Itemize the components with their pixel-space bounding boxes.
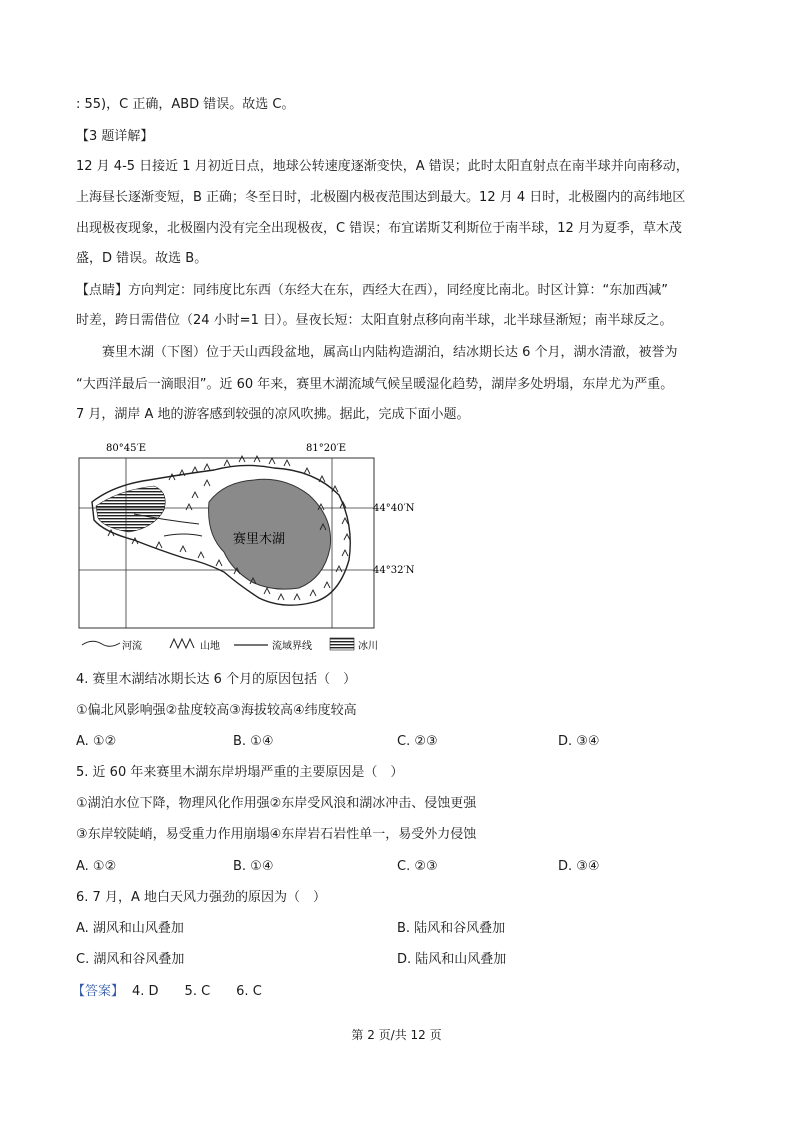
sayram-lake-map (74, 440, 424, 655)
q4-option-d: D. ③④ (558, 734, 600, 749)
q4-option-c: C. ②③ (397, 734, 438, 749)
q6-option-d: D. 陆风和山风叠加 (397, 952, 507, 967)
lat-bottom-label: 44°32′N (373, 565, 415, 576)
q6-option-a: A. 湖风和山风叠加 (76, 921, 184, 936)
legend-boundary-label: 流域界线 (272, 641, 312, 652)
q6-stem: 6. 7 月，A 地白天风力强劲的原因为（ ） (76, 890, 326, 905)
page-footer: 第 2 页/共 12 页 (351, 1028, 442, 1042)
line-1: : 55)，C 正确，ABD 错误。故选 C。 (76, 97, 295, 112)
q6-option-c: C. 湖风和谷风叠加 (76, 952, 185, 967)
q5-option-c: C. ②③ (397, 859, 438, 874)
lake-label: 赛里木湖 (233, 532, 286, 547)
answer-tag: 【答案】 (72, 984, 125, 999)
q4-option-a: A. ①② (76, 734, 117, 749)
q5-option-b: B. ①④ (233, 859, 274, 874)
section-tag-q3: 【3 题详解】 (76, 129, 154, 144)
legend-glacier-label: 冰川 (358, 641, 378, 652)
line-5: 出现极夜现象，北极圈内没有完全出现极夜，C 错误；布宜诺斯艾利斯位于南半球，12 月为夏季，草木茂 (76, 221, 682, 236)
line-8: 时差，跨日需借位（24 小时=1 日）。昼夜长短：太阳直射点移向南半球，北半球昼渐短；南半球反之。 (76, 313, 673, 328)
line-10: “大西洋最后一滴眼泪”。近 60 年来，赛里木湖流域气候呈暖湿化趋势，湖岸多处坍塌，东岸尤为严重。 (76, 377, 674, 392)
line-6: 盛，D 错误。故选 B。 (76, 251, 208, 266)
q4-stem: 4. 赛里木湖结冰期长达 6 个月的原因包括（ ） (76, 672, 357, 687)
q5-item-1: ①湖泊水位下降，物理风化作用强②东岸受风浪和湖冰冲击、侵蚀更强 (76, 796, 477, 811)
legend-river-symbol (82, 641, 120, 646)
lon-right-label: 81°20′E (306, 443, 347, 454)
legend-river-label: 河流 (122, 641, 142, 652)
lon-left-label: 80°45′E (106, 443, 147, 454)
line-11: 7 月，湖岸 A 地的游客感到较强的凉风吹拂。据此，完成下面小题。 (76, 407, 470, 422)
legend-glacier-symbol (330, 638, 354, 650)
answer-text: 4. D 5. C 6. C (132, 984, 262, 999)
line-3: 12 月 4-5 日接近 1 月初近日点，地球公转速度逐渐变快，A 错误；此时太阳直射点在南半球并向南移动， (76, 159, 689, 174)
q5-option-a: A. ①② (76, 859, 117, 874)
q6-option-b: B. 陆风和谷风叠加 (397, 921, 506, 936)
legend-mountain-symbol (170, 639, 194, 648)
map-legend (82, 638, 378, 652)
q4-option-b: B. ①④ (233, 734, 274, 749)
line-4: 上海昼长逐渐变短，B 正确；冬至日时，北极圈内极夜范围达到最大。12 月 4 日时，北极圈内的高纬地区 (76, 190, 686, 205)
lat-top-label: 44°40′N (373, 503, 415, 514)
q5-stem: 5. 近 60 年来赛里木湖东岸坍塌严重的主要原因是（ ） (76, 765, 404, 780)
legend-mountain-label: 山地 (200, 641, 220, 652)
q4-items: ①偏北风影响强②盐度较高③海拔较高④纬度较高 (76, 703, 357, 718)
q5-item-2: ③东岸较陡峭，易受重力作用崩塌④东岸岩石岩性单一，易受外力侵蚀 (76, 827, 477, 842)
q5-option-d: D. ③④ (558, 859, 600, 874)
line-9: 赛里木湖（下图）位于天山西段盆地，属高山内陆构造湖泊，结冰期长达 6 个月，湖水清澈，被誉为 (102, 345, 678, 360)
line-7: 【点睛】方向判定：同纬度比东西（东经大在东，西经大在西），同经度比南北。时区计算：“东加西减” (76, 283, 668, 298)
